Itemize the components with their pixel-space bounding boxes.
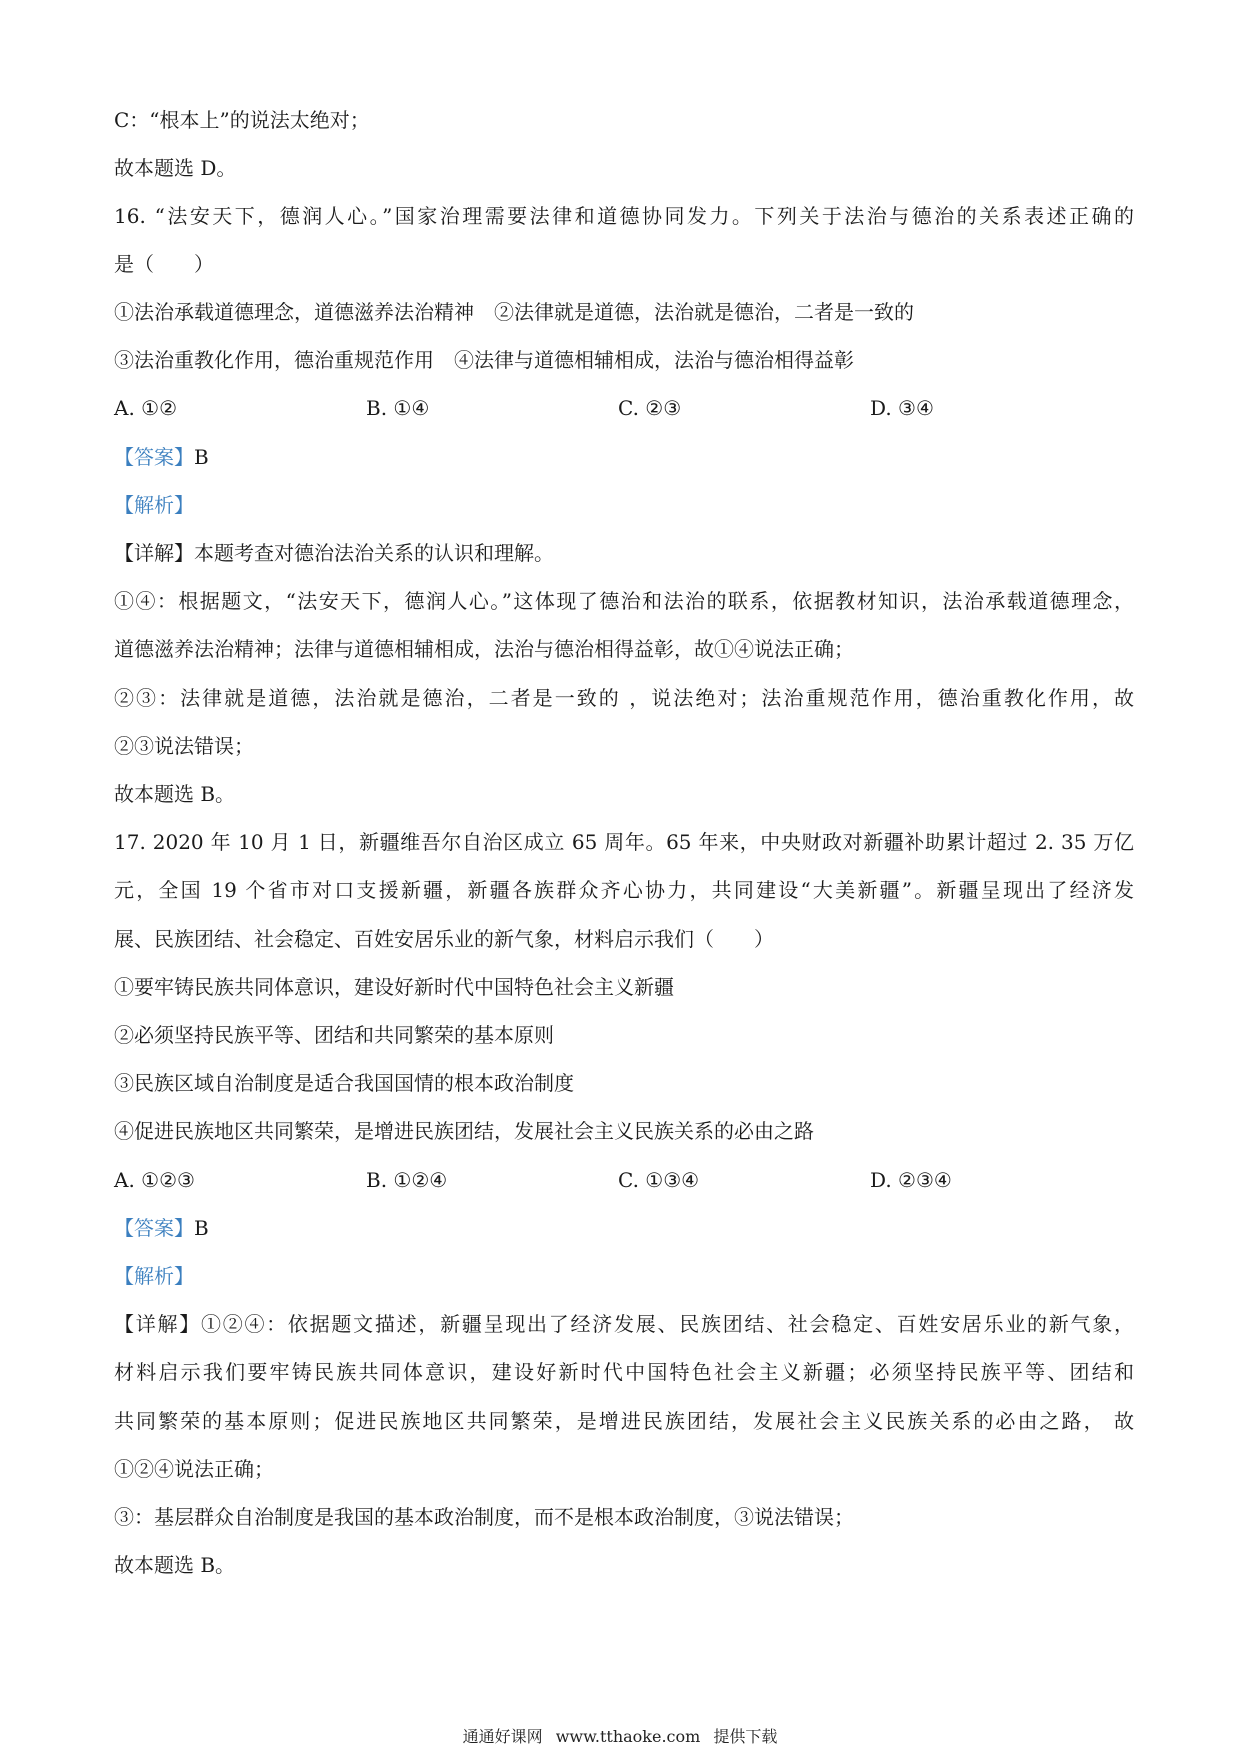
q16-statements-line2: ③法治重教化作用，德治重规范作用 ④法律与道德相辅相成，法治与德治相得益彰 bbox=[114, 348, 854, 372]
q16-conclusion: 故本题选 B。 bbox=[114, 782, 236, 806]
q17-answer-tag: 【答案】 bbox=[114, 1216, 194, 1240]
q17-statement-2: ②必须坚持民族平等、团结和共同繁荣的基本原则 bbox=[114, 1023, 554, 1047]
q16-answer-value: B bbox=[194, 445, 209, 469]
q17-option-b: B. ①②④ bbox=[366, 1168, 448, 1192]
footer-note: 提供下载 bbox=[713, 1727, 778, 1746]
prev-conclusion: 故本题选 D。 bbox=[114, 156, 237, 180]
q17-stem-line2: 元，全国 19 个省市对口支援新疆，新疆各族群众齐心协力，共同建设“大美新疆”。新疆呈现出了经济发 bbox=[114, 878, 1134, 902]
page-footer bbox=[0, 1726, 1240, 1748]
q17-stem-line1: 17. 2020 年 10 月 1 日，新疆维吾尔自治区成立 65 周年。65 年来，中央财政对新疆补助累计超过 2. 35 万亿 bbox=[114, 830, 1134, 854]
q16-statements-line1: ①法治承载道德理念，道德滋养法治精神 ②法律就是道德，法治就是德治，二者是一致的 bbox=[114, 300, 914, 324]
q17-answer-line bbox=[114, 1214, 1134, 1242]
prev-option-c-explanation: C：“根本上”的说法太绝对； bbox=[114, 108, 370, 132]
q16-option-c: C. ②③ bbox=[618, 396, 682, 420]
q17-detail-line1: ①②④：依据题文描述，新疆呈现出了经济发展、民族团结、社会稳定、百姓安居乐业的新气象， bbox=[200, 1312, 1135, 1336]
q17-detail-line3: 共同繁荣的基本原则；促进民族地区共同繁荣，是增进民族团结，发展社会主义民族关系的必由之路， 故 bbox=[114, 1409, 1134, 1433]
q17-statement-1: ①要牢铸民族共同体意识，建设好新时代中国特色社会主义新疆 bbox=[114, 975, 674, 999]
q16-detail-line3: ②③：法律就是道德，法治就是德治，二者是一致的 ，说法绝对；法治重规范作用，德治重教化作用，故 bbox=[114, 686, 1134, 710]
q17-option-a: A. ①②③ bbox=[114, 1168, 195, 1192]
q17-statement-4: ④促进民族地区共同繁荣，是增进民族团结，发展社会主义民族关系的必由之路 bbox=[114, 1119, 814, 1143]
q17-detail-line4: ①②④说法正确； bbox=[114, 1457, 274, 1481]
q16-option-b: B. ①④ bbox=[366, 396, 430, 420]
q16-detail-tag: 【详解】 bbox=[114, 541, 194, 565]
q16-detail-intro: 本题考查对德治法治关系的认识和理解。 bbox=[194, 541, 554, 565]
q16-detail-line1: ①④：根据题文，“法安天下，德润人心。”这体现了德治和法治的联系，依据教材知识，法治承载道德理念， bbox=[114, 589, 1134, 613]
footer-site-name: 通通好课网 bbox=[462, 1727, 543, 1746]
q16-detail-intro-line bbox=[114, 539, 1134, 567]
q17-conclusion: 故本题选 B。 bbox=[114, 1553, 236, 1577]
q16-answer-tag: 【答案】 bbox=[114, 445, 194, 469]
q16-detail-line2: 道德滋养法治精神；法律与道德相辅相成，法治与德治相得益彰，故①④说法正确； bbox=[114, 637, 854, 661]
q17-detail-line2: 材料启示我们要牢铸民族共同体意识，建设好新时代中国特色社会主义新疆；必须坚持民族平等、团结和 bbox=[114, 1360, 1134, 1384]
q16-stem-line2: 是（ ） bbox=[114, 252, 214, 276]
q17-stem-line3: 展、民族团结、社会稳定、百姓安居乐业的新气象，材料启示我们（ ） bbox=[114, 927, 774, 951]
footer-url[interactable]: www.tthaoke.com bbox=[555, 1727, 701, 1746]
q17-option-d: D. ②③④ bbox=[870, 1168, 952, 1192]
q17-analysis-tag: 【解析】 bbox=[114, 1264, 194, 1288]
q17-detail-line1-wrap bbox=[114, 1310, 1134, 1338]
q17-statement-3: ③民族区域自治制度是适合我国国情的根本政治制度 bbox=[114, 1071, 574, 1095]
q17-detail-tag: 【详解】 bbox=[114, 1312, 201, 1336]
q16-stem-line1: 16. “法安天下，德润人心。”国家治理需要法律和道德协同发力。下列关于法治与德治的关系表述正确的 bbox=[114, 204, 1134, 228]
q17-option-c: C. ①③④ bbox=[618, 1168, 700, 1192]
q16-analysis-tag: 【解析】 bbox=[114, 493, 194, 517]
q16-option-d: D. ③④ bbox=[870, 396, 934, 420]
q16-answer-line bbox=[114, 443, 1134, 471]
q17-detail-line5: ③：基层群众自治制度是我国的基本政治制度，而不是根本政治制度，③说法错误； bbox=[114, 1505, 854, 1529]
q17-answer-value: B bbox=[194, 1216, 209, 1240]
q16-option-a: A. ①② bbox=[114, 396, 178, 420]
q16-detail-line4: ②③说法错误； bbox=[114, 734, 254, 758]
